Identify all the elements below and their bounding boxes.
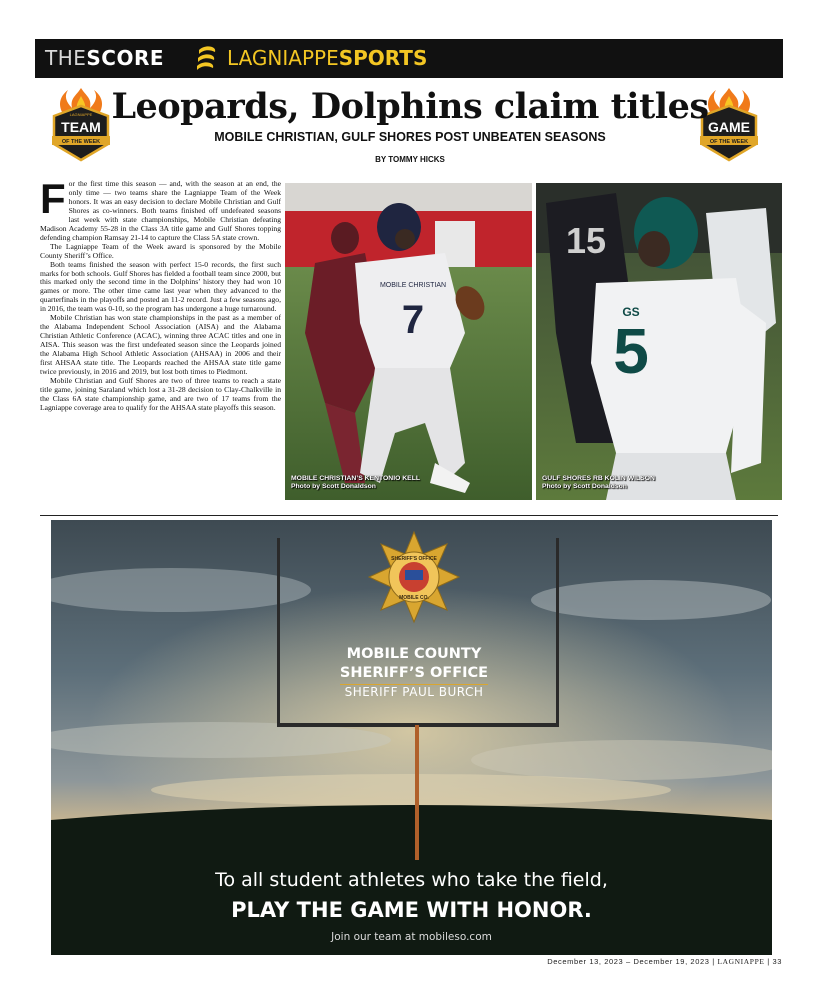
headline: Leopards, Dolphins claim titles [111,86,709,127]
seal-top-text: SHERIFF'S OFFICE [391,556,437,562]
subheadline: MOBILE CHRISTIAN, GULF SHORES POST UNBEATEN SEASONS [214,130,606,144]
article-body [40,180,281,510]
article-paragraph: Both teams finished the season with perfect 15-0 records, the first such marks for both schools. Gulf Shores has fielded a football team since 2000, but this marked only the second time in the Dolphins’ history they had won 10 games or more. The other time came last year when they advanced to the quarterfinals in the playoffs and posted an 11-2 record. Just a few seasons ago, in 2016, the team was 0-10, so the program has undergone a huge turnaround. [40,259,281,314]
jersey-number: 7 [401,298,425,342]
photo-kentonio-kell [285,183,532,500]
page-number: 33 [772,957,782,966]
article-paragraph: For the first time this season — and, with the season at an end, the only time — two teams share the Lagniappe Team of the Week honors. It was an easy decision to declare Mobile Christian and Gulf Shores as co-winners. Both teams finished off undefeated seasons last week with state championships, Mobile Christian defeating Madison Academy 55-28 in the Class 3A title game and Gulf Shores topping defending champion Ramsay 21-14 to capture the Class 5A state crown. [40,180,281,242]
photo-kolin-wilson [536,183,782,500]
drop-cap: F [40,180,66,222]
badge-ribbon: OF THE WEEK [709,139,749,145]
ad-slogan: PLAY THE GAME WITH HONOR. [231,898,592,922]
section-header-bar [35,39,783,78]
lagniappe-sports-wordmark: LAGNIAPPESPORTS [227,46,428,70]
org-name: MOBILE COUNTY SHERIFF’S OFFICE [314,645,514,685]
seal-bottom-text: MOBILE CO. [399,595,429,601]
footer-publication: LAGNIAPPE [717,957,765,966]
sheriff-star-seal-icon [367,530,461,624]
section-divider [40,515,778,516]
article-paragraph: Mobile Christian has won state championships in the past as a member of the Alabama Independent School Association (AISA) and the Alabama Christian Athletic Conference (ACAC), winning three ACAC titles and one in AISA. This season was the first undefeated season since the Leopards joined the Alabama High School Athletic Association (AHSAA) in 2006 and their first AHSAA state title. The Leopards reached the AHSAA state title game twice previously, in 2016 and 2019, but lost both times to Piedmont. [40,313,281,377]
sheriff-office-advertisement [51,520,772,955]
football-player-image [285,183,532,500]
badge-word: GAME [708,119,750,135]
jersey-text: GS [622,305,640,319]
jersey-number: 5 [613,315,649,387]
ad-tagline: To all student athletes who take the field, [215,869,608,891]
article-paragraph: Mobile Christian and Gulf Shores are two of three teams to reach a state title game, joining Saraland which lost a 31-28 decision to Clay-Chalkville in the Class 6A state championship game, and are two of 17 teams from the Lagniappe coverage area to qualify for the AHSAA state playoffs this season. [40,375,281,412]
photo-caption: GULF SHORES RB KOLIN WILSON Photo by Scott Donaldson [542,475,655,490]
byline: BY TOMMY HICKS [375,155,445,164]
background-jersey-number: 15 [565,220,607,261]
ad-join-text: Join our team at mobileso.com [331,931,492,943]
lagniappe-swoosh-icon [195,44,219,72]
page-footer: December 13, 2023 – December 19, 2023 | LAGNIAPPE | 33 [547,957,782,966]
article-paragraph: The Lagniappe Team of the Week award is sponsored by the Mobile County Sheriff’s Office. [40,241,281,260]
badge-top-text: LAGNIAPPE [69,112,93,117]
badge-word: TEAM [61,119,101,135]
footer-dates: December 13, 2023 – December 19, 2023 [547,957,710,966]
badge-ribbon: OF THE WEEK [61,139,101,145]
photo-caption: MOBILE CHRISTIAN’S KENTONIO KELL Photo by Scott Donaldson [291,475,421,490]
the-score-wordmark: THESCORE [45,46,165,70]
jersey-text: MOBILE CHRISTIAN [379,282,447,289]
sheriff-name: SHERIFF PAUL BURCH [344,685,484,699]
football-player-image [536,183,782,500]
